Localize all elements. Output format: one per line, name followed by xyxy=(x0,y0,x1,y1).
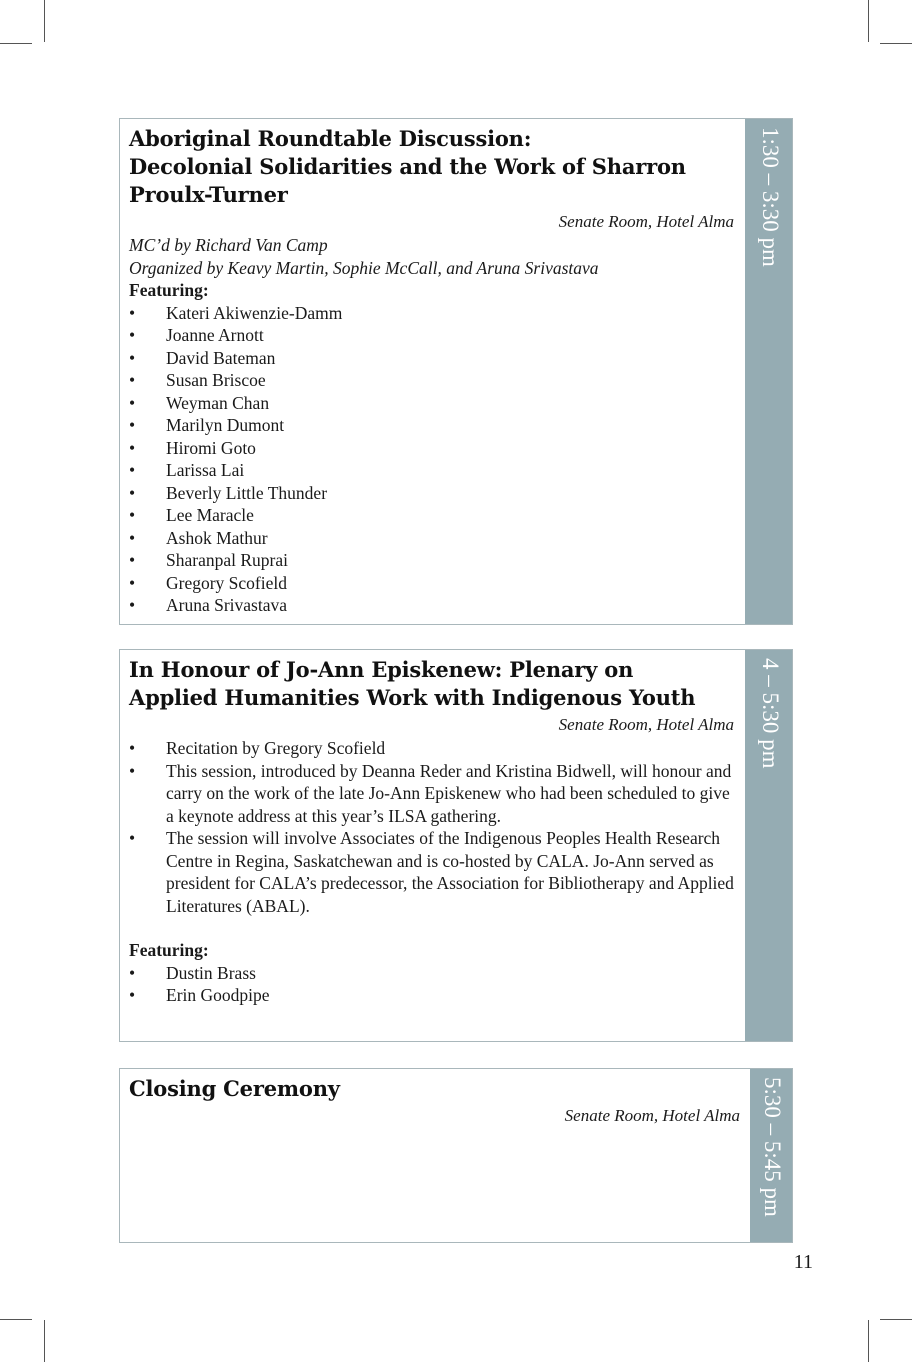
featuring-list xyxy=(129,962,734,1007)
featuring-item: • Erin Goodpipe xyxy=(129,984,734,1007)
title-line: Proulx-Turner xyxy=(129,182,288,207)
time-sidebar xyxy=(745,650,792,1041)
featuring-item: • Dustin Brass xyxy=(129,962,734,985)
session-location: Senate Room, Hotel Alma xyxy=(558,212,734,231)
crop-mark xyxy=(868,1320,869,1362)
title-line: Decolonial Solidarities and the Work of Sharron xyxy=(129,154,686,179)
note-item: • This session, introduced by Deanna Reder and Kristina Bidwell, will honour and carry on the work of the late Jo-Ann Episkenew who had been scheduled to give a keynote address at this year’s ILSA gathering. xyxy=(129,760,734,828)
title-line: Aboriginal Roundtable Discussion: xyxy=(129,126,532,151)
featuring-item: • Marilyn Dumont xyxy=(129,414,734,437)
session-time: 1:30 – 3:30 pm xyxy=(758,127,783,267)
featuring-item: • Larissa Lai xyxy=(129,459,734,482)
featuring-item: • Kateri Akiwenzie-Damm xyxy=(129,302,734,325)
note-item: • The session will involve Associates of the Indigenous Peoples Health Research Centre in Regina, Saskatchewan and is co-hosted by CALA. Jo-Ann served as president for CALA’s predecessor, the Association for Bibliotherapy and Applied Literatures (ABAL). xyxy=(129,827,734,917)
featuring-item: • Aruna Srivastava xyxy=(129,594,734,617)
featuring-item: • Sharanpal Ruprai xyxy=(129,549,734,572)
featuring-item: • Ashok Mathur xyxy=(129,527,734,550)
featuring-item: • Joanne Arnott xyxy=(129,324,734,347)
session-body xyxy=(129,656,734,1007)
page-number: 11 xyxy=(793,1251,813,1273)
time-sidebar xyxy=(750,1069,792,1242)
spacer xyxy=(129,917,734,939)
featuring-item: • Beverly Little Thunder xyxy=(129,482,734,505)
session-location: Senate Room, Hotel Alma xyxy=(564,1106,740,1125)
session-title xyxy=(129,1075,740,1103)
featuring-item: • Gregory Scofield xyxy=(129,572,734,595)
crop-mark xyxy=(44,0,45,42)
crop-mark xyxy=(0,1319,32,1320)
session-card-closing xyxy=(119,1068,793,1243)
session-title xyxy=(129,656,734,712)
featuring-list xyxy=(129,302,734,617)
session-time: 5:30 – 5:45 pm xyxy=(760,1077,785,1217)
note-item: • Recitation by Gregory Scofield xyxy=(129,737,734,760)
title-line: Applied Humanities Work with Indigenous Youth xyxy=(129,685,696,710)
crop-mark xyxy=(880,1319,912,1320)
session-location: Senate Room, Hotel Alma xyxy=(558,715,734,734)
crop-mark xyxy=(44,1320,45,1362)
featuring-item: • Lee Maracle xyxy=(129,504,734,527)
title-line: In Honour of Jo-Ann Episkenew: Plenary on xyxy=(129,657,634,682)
featuring-item: • David Bateman xyxy=(129,347,734,370)
featuring-item: • Susan Briscoe xyxy=(129,369,734,392)
featuring-item: • Hiromi Goto xyxy=(129,437,734,460)
session-title xyxy=(129,125,734,209)
session-card-plenary xyxy=(119,649,793,1042)
crop-mark xyxy=(868,0,869,42)
featuring-label: Featuring: xyxy=(129,940,209,960)
session-mc: MC’d by Richard Van Camp xyxy=(129,235,328,255)
session-organizers: Organized by Keavy Martin, Sophie McCall, and Aruna Srivastava xyxy=(129,257,599,278)
featuring-label: Featuring: xyxy=(129,280,209,300)
session-time: 4 – 5:30 pm xyxy=(758,658,783,769)
title-line: Closing Ceremony xyxy=(129,1076,340,1101)
featuring-item: • Weyman Chan xyxy=(129,392,734,415)
session-card-roundtable xyxy=(119,118,793,625)
session-body xyxy=(129,1075,740,1128)
session-notes xyxy=(129,737,734,917)
crop-mark xyxy=(880,43,912,44)
crop-mark xyxy=(0,43,32,44)
session-body xyxy=(129,125,734,617)
time-sidebar xyxy=(745,119,792,624)
